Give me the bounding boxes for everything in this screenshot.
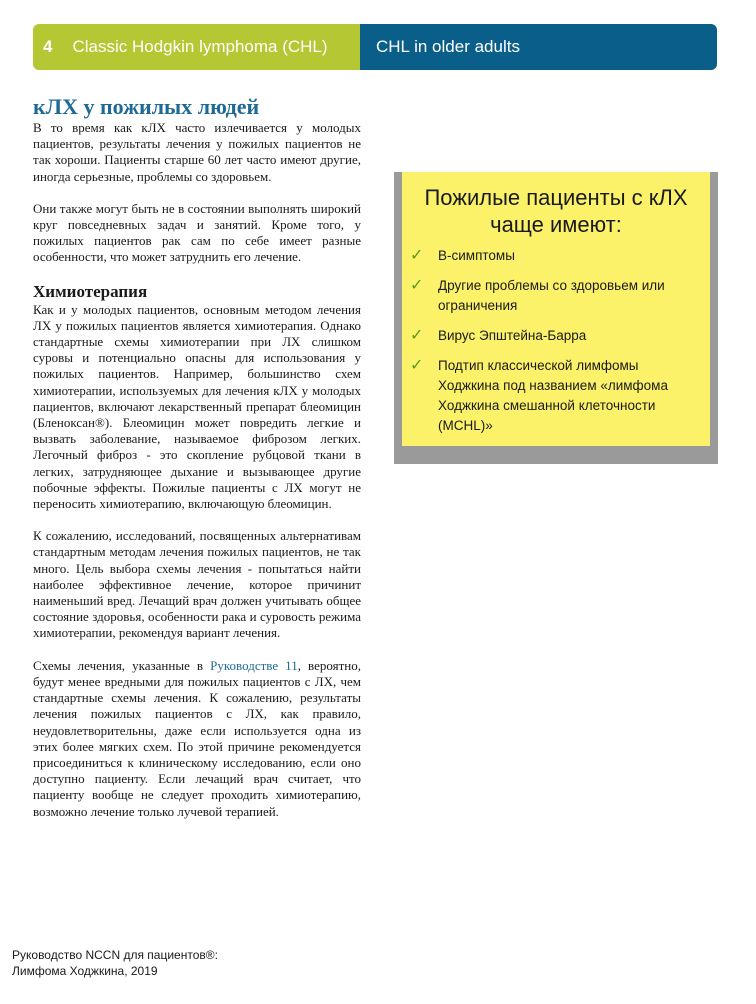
callout-list-item (410, 326, 700, 346)
page-footer (12, 947, 218, 979)
callout-title-line-1: Пожилые пациенты с кЛХ (424, 185, 688, 210)
checkmark-icon: ✓ (410, 275, 424, 294)
paragraph-text-end: , вероятно, будут менее вредными для пожилых пациентов с ЛХ, чем стандартные схемы лечения. К сожалению, результаты лечения пожилых пациентов с ЛХ, как правило, неудовлетворительны, даже если используется одна из этих более мягких схем. По этой причине рекомендуется присоединиться к клиническому исследованию, если оно доступно пациенту. Если лечащий врач считает, что пациенту вообще не следует проходить химиотерапию, возможно лечение только лучевой терапией. (33, 657, 361, 819)
callout-list-item (410, 276, 700, 316)
callout-item-text: Подтип классической лимфомы Ходжкина под названием «лимфома Ходжкина смешанной клеточности (MCHL)» (438, 358, 668, 433)
callout-item-text: Другие проблемы со здоровьем или ограничения (438, 278, 665, 313)
callout-item-text: Вирус Эпштейна-Барра (438, 328, 587, 343)
callout-title (402, 184, 710, 238)
footer-line-2: Лимфома Ходжкина, 2019 (12, 964, 158, 978)
guide-11-link[interactable]: Руководстве 11 (210, 657, 298, 673)
chemotherapy-paragraph-2: К сожалению, исследований, посвященных альтернативам стандартным методам лечения пожилых пациентов, не так много. Цель выбора схемы лечения - попытаться найти наиболее эффективное лечение, которое причинит наименьший вред. Лечащий врач должен учитывать общее состояние здоровья, особенности рака и суровость режима химиотерапии, рекомендуя вариант лечения. (33, 528, 361, 641)
checkmark-icon: ✓ (410, 355, 424, 374)
chapter-number: 4 (43, 37, 53, 56)
main-column (33, 94, 361, 820)
section-title: CHL in older adults (376, 37, 520, 56)
chapter-title: Classic Hodgkin lymphoma (CHL) (72, 37, 328, 56)
intro-paragraph-1: В то время как кЛХ часто излечивается у молодых пациентов, результаты лечения у пожилых пациентов не так хороши. Пациенты старше 60 лет часто имеют другие, иногда серьезные, проблемы со здоровьем. (33, 120, 361, 184)
chemotherapy-paragraph-3 (33, 658, 361, 820)
section-tab (360, 24, 717, 70)
chemotherapy-heading: Химиотерапия (33, 281, 148, 301)
chapter-header (33, 24, 717, 70)
page-title: кЛХ у пожилых людей (33, 94, 260, 119)
callout-list-item (410, 246, 700, 266)
callout-list-item (410, 356, 700, 436)
chemotherapy-paragraph-1: Как и у молодых пациентов, основным методом лечения ЛХ у пожилых пациентов является химиотерапия. Однако стандартные схемы химиотерапии при ЛХ слишком суровы и потенциально опасны для использования у пожилых пациентов. Например, большинство схем химиотерапии, используемых для лечения кЛХ у молодых пациентов, включают лекарственный препарат блеомицин (Бленоксан®). Блеомицин может повредить легкие и вызвать заболевание, называемое фиброзом легких. Легочный фиброз - это скопление рубцовой ткани в легких, затрудняющее дыхание и вызывающее другие побочные эффекты. Пожилые пациенты с ЛХ могут не переносить химиотерапию, включающую блеомицин. (33, 301, 361, 512)
footer-line-1: Руководство NCCN для пациентов®: (12, 948, 218, 962)
checkmark-icon: ✓ (410, 325, 424, 344)
callout-item-text: B-симптомы (438, 248, 515, 263)
paragraph-text-start: Схемы лечения, указанные в (33, 657, 211, 673)
callout-box (402, 172, 710, 446)
callout-title-line-2: чаще имеют: (490, 212, 622, 237)
chapter-tab (33, 24, 360, 70)
intro-paragraph-2: Они также могут быть не в состоянии выполнять широкий круг повседневных задач и занятий. Кроме того, у пожилых пациентов рак сам по себе имеет разные особенности, что может затруднить его лечение. (33, 200, 361, 265)
callout-list (402, 246, 710, 436)
checkmark-icon: ✓ (410, 245, 424, 264)
